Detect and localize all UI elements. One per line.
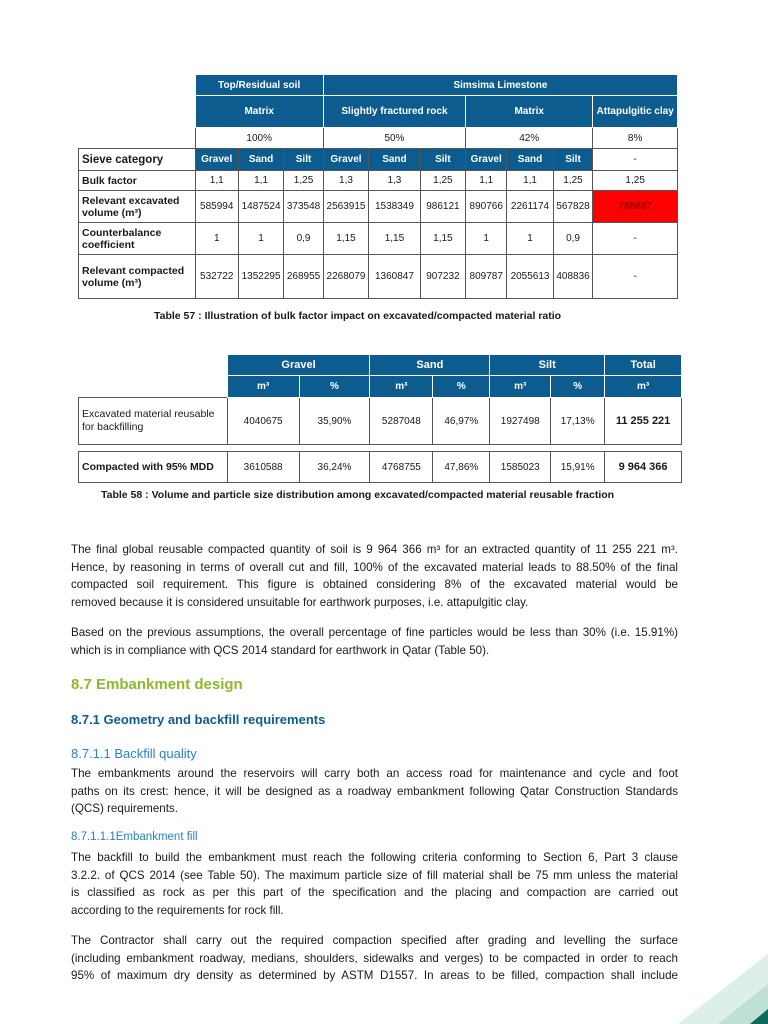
header-matrix-2: Matrix — [466, 96, 593, 128]
table-57 — [78, 74, 678, 299]
counterbalance-cell: 1,15 — [420, 223, 465, 255]
paragraph-embankments — [71, 765, 678, 818]
header-gravel: Gravel — [227, 355, 370, 376]
text-line: The final global reusable compacted quantity of soil is 9 964 366 m³ for an extracted quantity of 11 255 221 m³. — [71, 543, 678, 556]
paragraph-fine-particles — [71, 624, 678, 659]
text-line: according to the requirements for rock fill. — [71, 903, 284, 917]
sieve-cell: Sand — [369, 149, 421, 171]
compacted-cell: 268955 — [284, 255, 324, 299]
excavated-cell: 567828 — [553, 191, 593, 223]
value-cell: 17,13% — [551, 398, 605, 445]
counterbalance-cell: 1 — [195, 223, 238, 255]
bulk-cell: 1,3 — [323, 171, 368, 191]
value-cell: 1585023 — [490, 452, 551, 483]
compacted-cell: 1360847 — [369, 255, 421, 299]
row-label-compacted-95: Compacted with 95% MDD — [79, 452, 228, 483]
header-slightly-fractured-rock: Slightly fractured rock — [323, 96, 465, 128]
text-line: (QCS) requirements. — [71, 802, 178, 815]
unit-cell: m³ — [490, 376, 551, 398]
pct-cell: 50% — [323, 128, 465, 149]
text-line: The embankments around the reservoirs will carry both an access road for maintenance and cycle and foot — [71, 767, 678, 780]
counterbalance-cell: - — [593, 223, 678, 255]
text-line: compacted soil requirement. This figure is obtained considering 8% of the excavated material would be — [71, 578, 678, 591]
unit-cell: m³ — [605, 376, 682, 398]
compacted-cell: 907232 — [420, 255, 465, 299]
bulk-cell: 1,25 — [593, 171, 678, 191]
heading-8-7-1-1-1: 8.7.1.1.1Embankment fill — [71, 831, 198, 843]
bulk-cell: 1,25 — [284, 171, 324, 191]
sieve-cell: Sand — [238, 149, 283, 171]
row-label-sieve: Sieve category — [79, 149, 196, 171]
sieve-cell: Gravel — [323, 149, 368, 171]
counterbalance-cell: 1 — [238, 223, 283, 255]
text-line: 3.2.2. of QCS 2014 (see Table 50). The maximum particle size of fill material shall be 75 mm unless the material — [71, 868, 678, 882]
excavated-cell: 1487524 — [238, 191, 283, 223]
counterbalance-cell: 0,9 — [284, 223, 324, 255]
unit-cell: % — [299, 376, 370, 398]
table-57-caption: Table 57 : Illustration of bulk factor impact on excavated/compacted material ratio — [154, 310, 562, 322]
compacted-cell: - — [593, 255, 678, 299]
paragraph-compaction — [71, 932, 678, 985]
bulk-cell: 1,1 — [195, 171, 238, 191]
row-label-compacted: Relevant compacted volume (m³) — [79, 255, 196, 299]
text-line: Based on the previous assumptions, the overall percentage of fine particles would be less than 30% (i.e. 15.91%) — [71, 626, 678, 639]
bulk-cell: 1,25 — [420, 171, 465, 191]
value-cell: 5287048 — [370, 398, 433, 445]
header-total: Total — [605, 355, 682, 376]
heading-8-7-1-1: 8.7.1.1 Backfill quality — [71, 746, 197, 761]
text-line: removed because it is considered unsuitable for earthwork purposes, i.e. attapulgitic clay. — [71, 595, 529, 609]
total-cell: 11 255 221 — [605, 398, 682, 445]
compacted-cell: 2055613 — [507, 255, 553, 299]
sieve-cell: Silt — [553, 149, 593, 171]
bulk-cell: 1,1 — [507, 171, 553, 191]
excavated-cell: 585994 — [195, 191, 238, 223]
bulk-cell: 1,25 — [553, 171, 593, 191]
compacted-cell: 532722 — [195, 255, 238, 299]
header-silt: Silt — [490, 355, 605, 376]
header-attapulgitic-clay: Attapulgitic clay — [593, 96, 678, 128]
excavated-cell: 890766 — [466, 191, 507, 223]
text-line: is classified as rock as per this part of the specification and the placing and compaction are carried out — [71, 886, 678, 899]
text-line: The backfill to build the embankment must reach the following criteria conforming to Section 6, Part 3 clause — [71, 851, 678, 864]
heading-8-7: 8.7 Embankment design — [71, 676, 243, 693]
unit-cell: % — [551, 376, 605, 398]
sieve-cell: - — [593, 149, 678, 171]
compacted-cell: 809787 — [466, 255, 507, 299]
unit-cell: m³ — [370, 376, 433, 398]
unit-cell: m³ — [227, 376, 299, 398]
paragraph-reusable-quantity — [71, 541, 678, 611]
excavated-cell: 373548 — [284, 191, 324, 223]
bulk-cell: 1,3 — [369, 171, 421, 191]
total-cell: 9 964 366 — [605, 452, 682, 483]
sieve-cell: Sand — [507, 149, 553, 171]
excavated-cell: 2261174 — [507, 191, 553, 223]
value-cell: 47,86% — [433, 452, 490, 483]
row-label-counterbalance: Counterbalance coefficient — [79, 223, 196, 255]
counterbalance-cell: 1 — [466, 223, 507, 255]
counterbalance-cell: 0,9 — [553, 223, 593, 255]
heading-8-7-1: 8.7.1 Geometry and backfill requirements — [71, 712, 326, 727]
value-cell: 36,24% — [299, 452, 370, 483]
excavated-cell: 2563915 — [323, 191, 368, 223]
bulk-cell: 1,1 — [466, 171, 507, 191]
pct-cell: 8% — [593, 128, 678, 149]
pct-cell: 42% — [466, 128, 593, 149]
text-line: The Contractor shall carry out the required compaction specified after grading and levelling the surface — [71, 934, 678, 947]
text-line: Hence, by reasoning in terms of overall cut and fill, 100% of the excavated material leads to 88.50% of the final — [71, 560, 678, 574]
counterbalance-cell: 1,15 — [369, 223, 421, 255]
text-line: paths on its crest: hence, it will be designed as a roadway embankment following Qatar Construction Standards — [71, 784, 678, 798]
sieve-cell: Gravel — [195, 149, 238, 171]
compacted-cell: 1352295 — [238, 255, 283, 299]
value-cell: 1927498 — [490, 398, 551, 445]
row-label-excavated: Relevant excavated volume (m³) — [79, 191, 196, 223]
counterbalance-cell: 1,15 — [323, 223, 368, 255]
table-58-caption: Table 58 : Volume and particle size distribution among excavated/compacted material reusable fraction — [101, 489, 615, 501]
header-matrix-1: Matrix — [195, 96, 323, 128]
value-cell: 4768755 — [370, 452, 433, 483]
value-cell: 15,91% — [551, 452, 605, 483]
compacted-cell: 408836 — [553, 255, 593, 299]
sieve-cell: Gravel — [466, 149, 507, 171]
sieve-cell: Silt — [420, 149, 465, 171]
unit-cell: % — [433, 376, 490, 398]
text-line: (including embankment roadway, medians, shoulders, sidewalks and verges) to be compacted in order to reach — [71, 951, 678, 965]
paragraph-backfill — [71, 849, 678, 919]
excavated-cell: 1538349 — [369, 191, 421, 223]
pct-cell: 100% — [195, 128, 323, 149]
sieve-cell: Silt — [284, 149, 324, 171]
bulk-cell: 1,1 — [238, 171, 283, 191]
text-line: which is in compliance with QCS 2014 standard for earthwork in Qatar (Table 50). — [71, 643, 490, 657]
excavated-cell: 986121 — [420, 191, 465, 223]
table-58 — [78, 354, 682, 483]
row-label-excavated-reusable: Excavated material reusable for backfilling — [79, 398, 228, 445]
excavated-cell-highlight: 788897 — [593, 191, 678, 223]
header-sand: Sand — [370, 355, 490, 376]
value-cell: 35,90% — [299, 398, 370, 445]
compacted-cell: 2268079 — [323, 255, 368, 299]
counterbalance-cell: 1 — [507, 223, 553, 255]
row-label-bulk: Bulk factor — [79, 171, 196, 191]
corner-decoration — [658, 954, 768, 1024]
header-simsima-limestone: Simsima Limestone — [323, 75, 677, 96]
header-top-residual-soil: Top/Residual soil — [195, 75, 323, 96]
text-line: 95% of maximum dry density as determined by ASTM D1557. In areas to be filled, compaction shall include — [71, 969, 678, 982]
value-cell: 46,97% — [433, 398, 490, 445]
value-cell: 3610588 — [227, 452, 299, 483]
value-cell: 4040675 — [227, 398, 299, 445]
